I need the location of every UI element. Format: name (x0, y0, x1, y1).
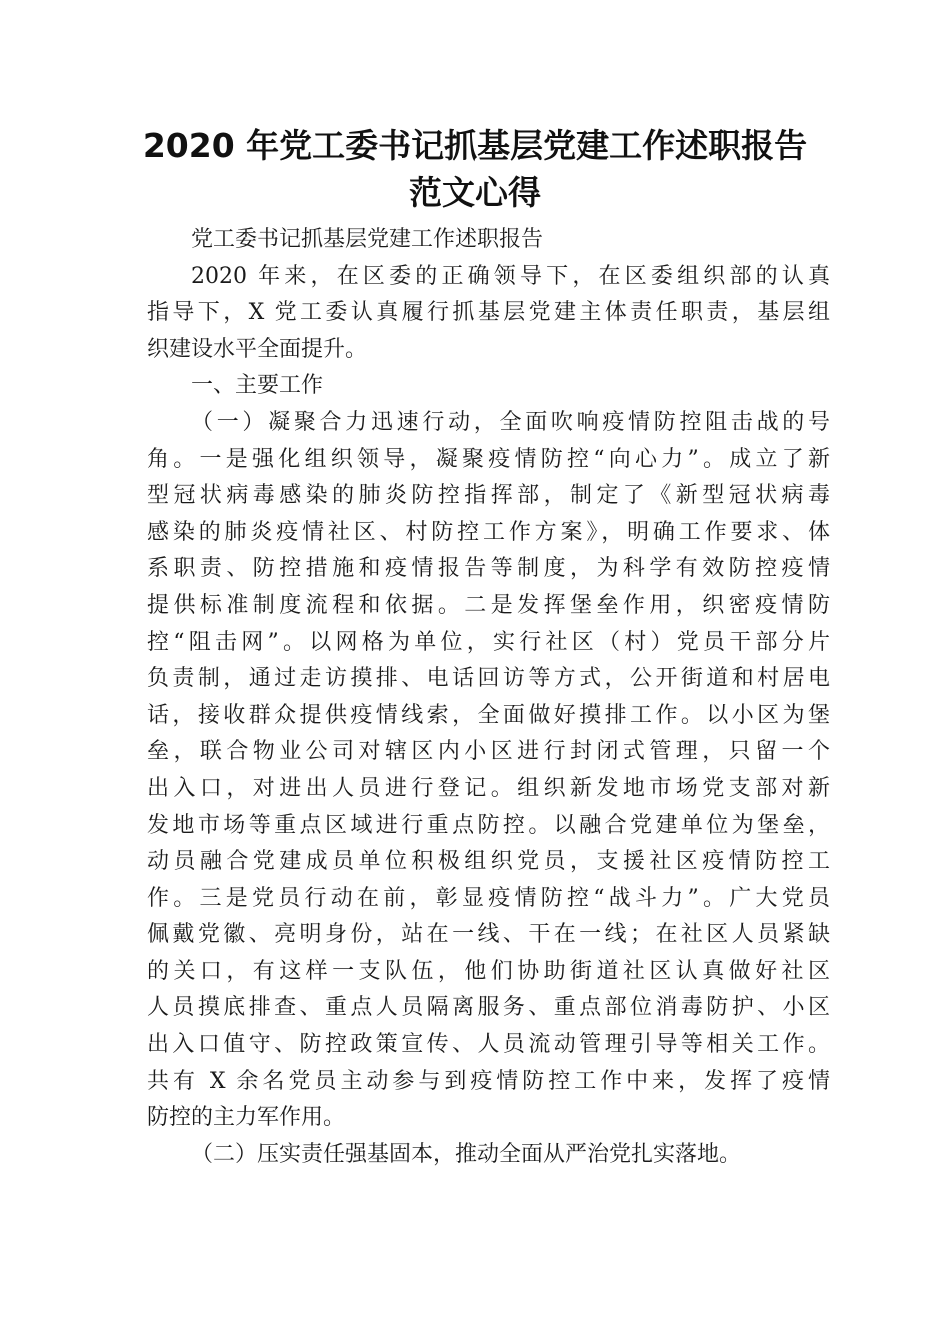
body-line: 指导下，X 党工委认真履行抓基层党建主体责任职责，基层组 (147, 300, 830, 326)
subtitle-line: 党工委书记抓基层党建工作述职报告 (191, 227, 544, 252)
body-line: 话，接收群众提供疫情线索，全面做好摸排工作。以小区为堡 (147, 702, 830, 728)
body-line: 人员摸底排查、重点人员隔离服务、重点部位消毒防护、小区 (147, 995, 830, 1021)
body-line: 提供标准制度流程和依据。二是发挥堡垒作用，织密疫情防 (147, 592, 830, 618)
body-line: 的关口，有这样一支队伍，他们协助街道社区认真做好社区 (147, 958, 830, 984)
body-line: 垒，联合物业公司对辖区内小区进行封闭式管理，只留一个 (147, 739, 830, 765)
body-line: 出入口，对进出人员进行登记。组织新发地市场党支部对新 (147, 775, 830, 801)
body-line: 负责制，通过走访摸排、电话回访等方式，公开街道和村居电 (147, 666, 830, 692)
body-line: 系职责、防控措施和疫情报告等制度，为科学有效防控疫情 (147, 556, 830, 582)
body-line: 控“阻击网”。以网格为单位，实行社区（村）党员干部分片 (147, 629, 830, 655)
body-line: 角。一是强化组织领导，凝聚疫情防控“向心力”。成立了新 (147, 446, 830, 472)
body-line: 作。三是党员行动在前，彰显疫情防控“战斗力”。广大党员 (147, 885, 830, 911)
section-heading: （二）压实责任强基固本，推动全面从严治党扎实落地。 (191, 1141, 742, 1167)
document-title-line-1: 2020 年党工委书记抓基层党建工作述职报告 (142, 126, 808, 165)
section-heading: 一、主要工作 (191, 373, 324, 399)
body-line: 2020 年来，在区委的正确领导下，在区委组织部的认真 (191, 263, 830, 289)
body-line: 动员融合党建成员单位积极组织党员，支援社区疫情防控工 (147, 849, 830, 875)
body-line: 佩戴党徽、亮明身份，站在一线、干在一线；在社区人员紧缺 (147, 922, 830, 948)
body-line: 感染的肺炎疫情社区、村防控工作方案》，明确工作要求、体 (147, 519, 830, 545)
body-line: 发地市场等重点区域进行重点防控。以融合党建单位为堡垒， (147, 812, 830, 838)
body-line: （一）凝聚合力迅速行动，全面吹响疫情防控阻击战的号 (191, 409, 830, 435)
document-title-line-2: 范文心得 (409, 173, 541, 212)
document-body (147, 222, 830, 1173)
body-line: 共有 X 余名党员主动参与到疫情防控工作中来，发挥了疫情 (147, 1068, 830, 1094)
body-line: 型冠状病毒感染的肺炎防控指挥部，制定了《新型冠状病毒 (147, 483, 830, 509)
body-line: 防控的主力军作用。 (147, 1105, 346, 1131)
body-line: 出入口值守、防控政策宣传、人员流动管理引导等相关工作。 (147, 1032, 830, 1058)
body-line: 织建设水平全面提升。 (147, 336, 368, 362)
